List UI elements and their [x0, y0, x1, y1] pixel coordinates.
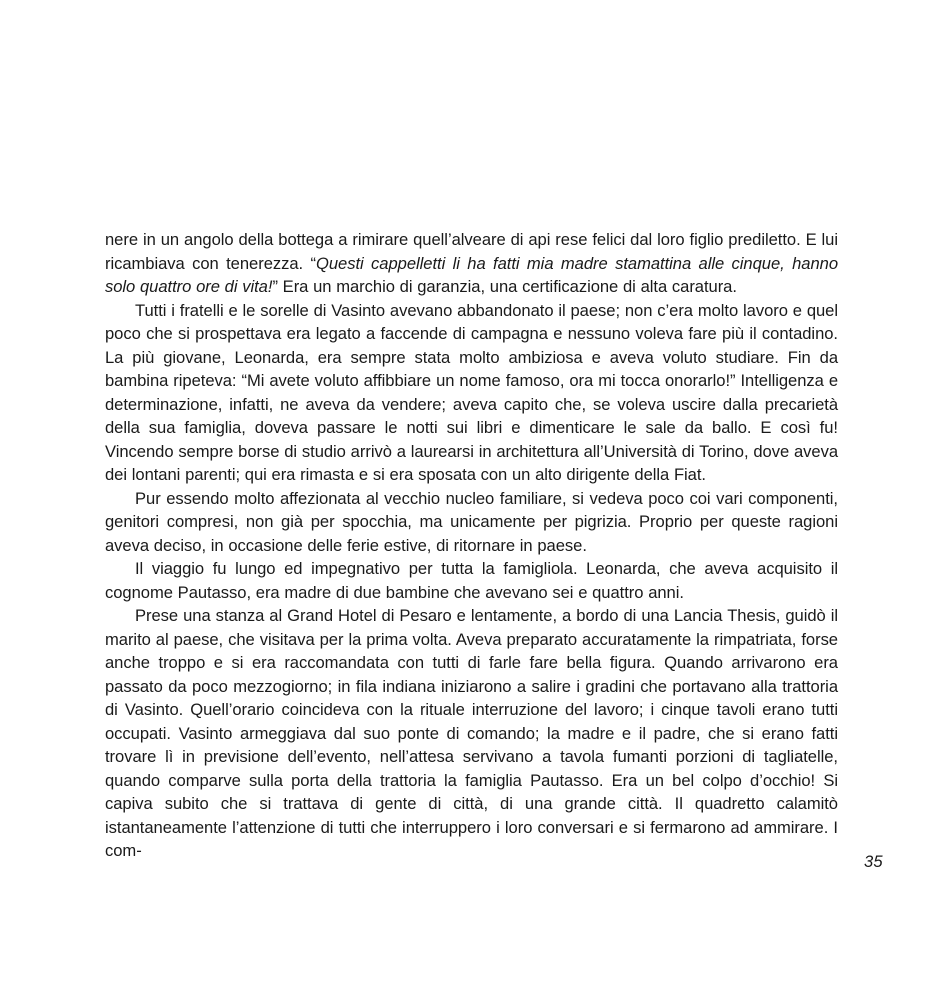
text-run: ” Era un marchio di garanzia, una certificazione di alta caratura. [272, 277, 737, 296]
text-run: Prese una stanza al Grand Hotel di Pesaro e lentamente, a bordo di una Lancia Thesis, guidò il marito al paese, che visitava per la prima volta. Aveva preparato accuratamente la rimpatriata, forse anche troppo e si era raccomandata con tutti di farle fare bella figura. Quando arrivarono era passato da poco mezzogiorno; in fila indiana iniziarono a salire i gradini che portavano alla trattoria di Vasinto. Quell’orario coincideva con la rituale interruzione del lavoro; i cinque tavoli erano tutti occupati. Vasinto armeggiava dal suo ponte di comando; la madre e il padre, che si erano fatti trovare lì in previsione dell’evento, nell’attesa servivano a tavola fumanti porzioni di tagliatelle, quando comparve sulla porta della trattoria la famiglia Pautasso. Era un bel colpo d’occhio! Si capiva subito che si trattava di gente di città, di una grande città. Il quadretto calamitò istantaneamente l’attenzione di tutti che interruppero i loro conversari e si fermarono ad ammirare. I com- [105, 606, 838, 860]
page-text-block [105, 228, 838, 863]
text-run: Il viaggio fu lungo ed impegnativo per tutta la famigliola. Leonarda, che aveva acquisito il cognome Pautasso, era madre di due bambine che avevano sei e quattro anni. [105, 559, 838, 602]
paragraph-1 [105, 228, 838, 299]
paragraph-5 [105, 604, 838, 863]
text-run: nere in un angolo della bottega a rimirare quell’alveare di api rese felici dal loro figlio prediletto. E lui ricambiava con tenerezza. “ [105, 230, 838, 273]
paragraph-3 [105, 487, 838, 558]
text-run: Tutti i fratelli e le sorelle di Vasinto avevano abbandonato il paese; non c’era molto lavoro e quel poco che si prospettava era legato a faccende di campagna e nessuno voleva fare più il contadino. La più giovane, Leonarda, era sempre stata molto ambiziosa e aveva voluto studiare. Fin da bambina ripeteva: “Mi avete voluto affibbiare un nome famoso, ora mi tocca onorarlo!” Intelligenza e determinazione, infatti, ne aveva da vendere; aveva capito che, se voleva uscire dalla precarietà della sua famiglia, doveva passare le notti sui libri e dimenticare le sale da ballo. E così fu! Vincendo sempre borse di studio arrivò a laurearsi in architettura all’Università di Torino, dove aveva dei lontani parenti; qui era rimasta e si era sposata con un alto dirigente della Fiat. [105, 300, 838, 484]
paragraph-2 [105, 299, 838, 487]
text-run: Pur essendo molto affezionata al vecchio nucleo familiare, si vedeva poco coi vari componenti, genitori compresi, non già per spocchia, ma unicamente per pigrizia. Proprio per queste ragioni aveva deciso, in occasione delle ferie estive, di ritornare in paese. [105, 488, 838, 555]
text-run-italic: Questi cappelletti li ha fatti mia madre stamattina alle cinque, hanno solo quattro ore di vita! [105, 253, 838, 296]
page-number: 35 [864, 852, 883, 871]
paragraph-4 [105, 557, 838, 604]
